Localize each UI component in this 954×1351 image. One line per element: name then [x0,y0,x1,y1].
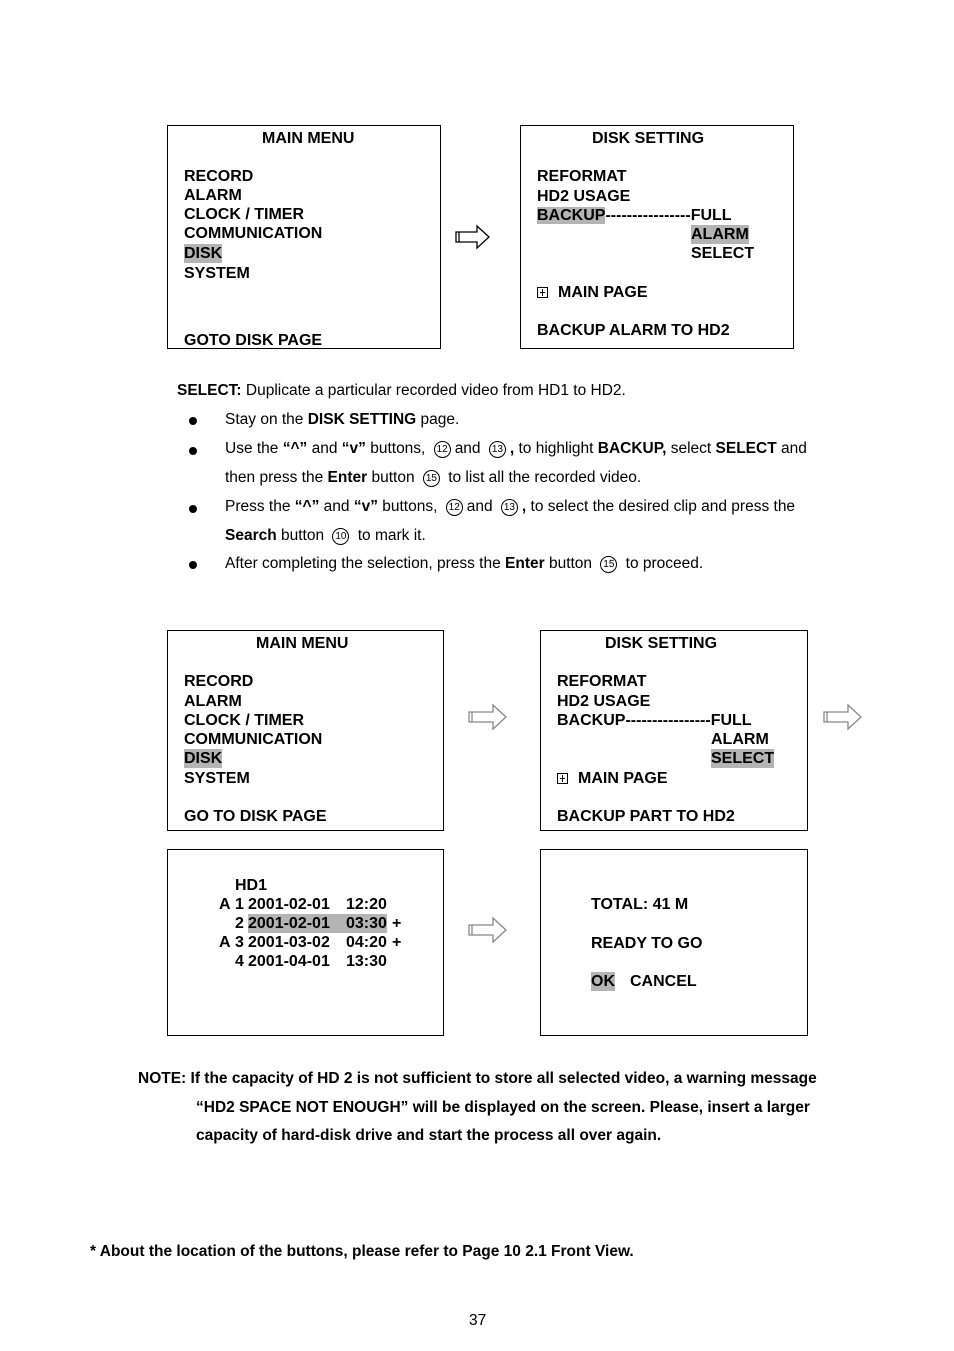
main-menu-panel-2 [167,630,444,831]
text: button [367,469,415,486]
text: , [509,440,515,457]
down-button-label: “v” [341,440,366,457]
note-line-2: “HD2 SPACE NOT ENOUGH” will be displayed on the screen. Please, insert a larger [196,1099,810,1116]
menu-item-backup[interactable] [557,711,752,730]
option-select[interactable]: SELECT [691,245,755,262]
list-item-date[interactable]: 2001-03-02 [248,934,330,951]
cancel-button[interactable]: CANCEL [630,973,697,990]
menu-item-alarm[interactable]: ALARM [184,187,242,204]
text: Stay on the [225,411,308,428]
menu-item-system[interactable]: SYSTEM [184,265,250,282]
panel-title: DISK SETTING [605,635,718,652]
menu-item-communication[interactable]: COMMUNICATION [184,731,323,748]
option-alarm[interactable]: ALARM [711,731,769,748]
text: and [319,498,354,515]
text: and [454,440,481,457]
right-arrow-icon [468,703,508,731]
instruction-2-line-2 [225,469,641,487]
list-item-time[interactable]: 12:20 [346,896,387,913]
up-button-label: “^” [282,440,308,457]
page-number: 37 [469,1312,487,1329]
backup-confirm-panel [540,849,808,1036]
text: and [307,440,342,457]
disk-setting-panel-1 [520,125,794,349]
text: DISK SETTING [307,411,417,428]
bullet-icon [189,561,197,569]
bullet-icon [189,505,197,513]
note-line-3: capacity of hard-disk drive and start the process all over again. [196,1127,662,1144]
text: SELECT [715,440,777,457]
menu-item-clock-timer[interactable]: CLOCK / TIMER [184,712,304,729]
text: Use the [225,440,283,457]
list-item-mark: + [392,934,402,951]
option-full[interactable]: FULL [710,712,752,729]
menu-item-record[interactable]: RECORD [184,168,254,185]
text: After completing the selection, press the [225,555,506,572]
text: to highlight [514,440,598,457]
disk-setting-panel-2 [540,630,808,831]
footnote: * About the location of the buttons, please refer to Page 10 2.1 Front View. [90,1243,634,1260]
text: then press the [225,469,328,486]
list-item-number: 2 [235,915,244,932]
menu-item-backup[interactable] [537,206,732,225]
panel-footer: GO TO DISK PAGE [184,808,327,825]
text: to select the desired clip and press the [526,498,796,515]
note-line-1 [138,1070,817,1088]
menu-item-reformat[interactable]: REFORMAT [557,673,647,690]
backup-label: BACKUP [557,712,626,729]
note-text: If the capacity of HD 2 is not sufficient to store all selected video, a warning message [186,1070,817,1087]
panel-footer: BACKUP PART TO HD2 [557,808,735,825]
list-item-date[interactable]: 2001-02-01 [248,896,330,913]
down-button-label: “v” [353,498,378,515]
right-arrow-icon [823,703,863,731]
select-description [177,382,626,400]
button-15-icon: 15 [600,556,617,573]
instruction-4 [225,555,703,573]
menu-item-communication[interactable]: COMMUNICATION [184,225,323,242]
bullet-icon [189,447,197,455]
main-page-label: MAIN PAGE [558,284,648,301]
text: button [276,527,325,544]
text: button [544,555,593,572]
right-arrow-icon [455,224,491,250]
main-page-label: MAIN PAGE [578,770,668,787]
main-menu-panel-1 [167,125,441,349]
button-10-icon: 10 [332,528,349,545]
instruction-1 [225,411,459,429]
main-page-icon [537,287,548,298]
hd1-clip-list-panel [167,849,444,1036]
dashes: ---------------- [625,712,711,729]
text: Enter [327,469,368,486]
panel-footer: BACKUP ALARM TO HD2 [537,322,730,339]
menu-item-system[interactable]: SYSTEM [184,770,250,787]
button-13-icon: 13 [501,499,518,516]
list-item-date: 2001-02-01 [248,915,330,932]
text: , [521,498,527,515]
up-button-label: “^” [294,498,320,515]
menu-item-clock-timer[interactable]: CLOCK / TIMER [184,206,304,223]
menu-item-reformat[interactable]: REFORMAT [537,168,627,185]
list-item-time[interactable]: 13:30 [346,953,387,970]
panel-title: DISK SETTING [592,130,705,147]
ok-button[interactable]: OK [591,973,615,990]
option-full[interactable]: FULL [690,207,732,224]
main-page-link[interactable] [557,769,667,788]
text: and [466,498,493,515]
list-item-time[interactable]: 04:20 [346,934,387,951]
instruction-3-line-1 [225,498,795,516]
text: Search [225,527,277,544]
button-12-icon: 12 [434,441,451,458]
right-arrow-icon [468,916,508,944]
button-12-icon: 12 [446,499,463,516]
option-alarm[interactable]: ALARM [691,226,749,243]
text: to list all the recorded video. [448,469,642,486]
list-item-flag: A [219,934,231,951]
text: buttons, [377,498,438,515]
list-item-flag: A [219,896,231,913]
text: to proceed. [625,555,704,572]
main-page-icon [557,773,568,784]
text: select [666,440,716,457]
select-text: Duplicate a particular recorded video from HD1 to HD2. [241,382,626,399]
option-select[interactable]: SELECT [711,750,775,767]
menu-item-disk[interactable]: DISK [184,750,223,767]
list-item-selected[interactable] [248,914,387,933]
button-13-icon: 13 [489,441,506,458]
panel-title: MAIN MENU [262,130,355,147]
list-item-date[interactable]: 2001-04-01 [248,953,330,970]
list-item-number: 4 [235,953,244,970]
list-item-time: 03:30 [346,915,387,932]
panel-footer: GOTO DISK PAGE [184,332,323,349]
main-page-link[interactable] [537,283,647,302]
total-size: TOTAL: 41 M [591,896,689,913]
dashes: ---------------- [605,207,691,224]
list-item-mark: + [392,915,402,932]
instruction-2-line-1 [225,440,807,458]
status-text: READY TO GO [591,935,703,952]
note-label: NOTE: [138,1070,187,1087]
button-15-icon: 15 [423,470,440,487]
text: Enter [505,555,545,572]
list-item-number: 3 [235,934,244,951]
menu-item-alarm[interactable]: ALARM [184,693,242,710]
text: and [776,440,807,457]
text: to mark it. [357,527,426,544]
text: page. [416,411,460,428]
text: BACKUP, [597,440,667,457]
text: Press the [225,498,295,515]
list-header: HD1 [235,877,268,894]
menu-item-hd2-usage[interactable]: HD2 USAGE [537,188,631,205]
bullet-icon [189,417,197,425]
text: buttons, [365,440,426,457]
instruction-3-line-2 [225,527,426,545]
backup-label: BACKUP [537,207,606,224]
menu-item-disk[interactable]: DISK [184,245,223,262]
list-item-number: 1 [235,896,244,913]
menu-item-hd2-usage[interactable]: HD2 USAGE [557,693,651,710]
panel-title: MAIN MENU [256,635,349,652]
select-label: SELECT: [177,382,242,399]
menu-item-record[interactable]: RECORD [184,673,254,690]
